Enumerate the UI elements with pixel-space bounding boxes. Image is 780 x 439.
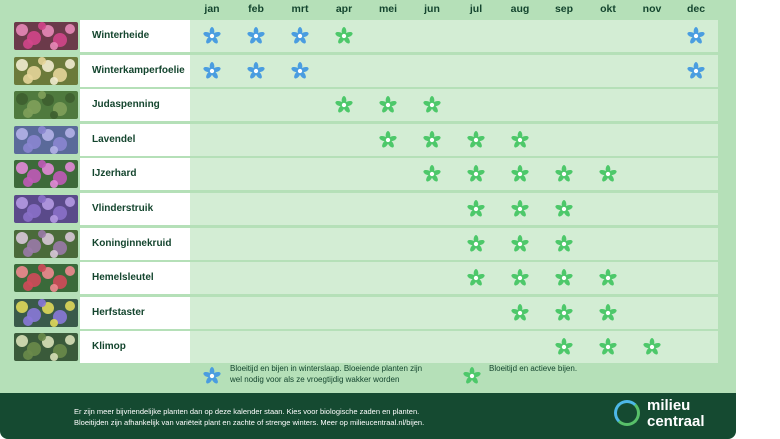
green-star-flower-icon bbox=[511, 235, 529, 253]
green-star-flower-icon bbox=[555, 269, 573, 287]
logo-line1: milieu bbox=[647, 397, 691, 414]
green-star-flower-icon bbox=[555, 200, 573, 218]
logo-text bbox=[647, 398, 705, 430]
blue-star-flower-icon bbox=[247, 27, 265, 45]
plant-row bbox=[12, 89, 718, 121]
green-star-flower-icon bbox=[423, 96, 441, 114]
bloom-track bbox=[190, 193, 718, 225]
month-nov: nov bbox=[642, 3, 662, 15]
plant-row bbox=[12, 124, 718, 156]
green-star-flower-icon bbox=[555, 338, 573, 356]
green-star-flower-icon bbox=[511, 269, 529, 287]
green-star-flower-icon bbox=[599, 338, 617, 356]
month-header bbox=[190, 3, 718, 17]
bloom-track bbox=[190, 297, 718, 329]
bloom-track bbox=[190, 158, 718, 190]
green-star-flower-icon bbox=[335, 96, 353, 114]
plant-photo bbox=[14, 91, 78, 119]
legend-winter-text bbox=[230, 363, 422, 385]
plant-photo bbox=[14, 22, 78, 50]
green-star-flower-icon bbox=[467, 200, 485, 218]
bloom-track bbox=[190, 89, 718, 121]
green-star-flower-icon bbox=[599, 269, 617, 287]
plant-photo bbox=[14, 160, 78, 188]
bloom-track bbox=[190, 228, 718, 260]
legend-winter-line1: Bloeitijd en bijen in winterslaap. Bloeiende planten zijn bbox=[230, 364, 423, 373]
month-dec: dec bbox=[686, 3, 706, 15]
plant-photo bbox=[14, 333, 78, 361]
green-star-flower-icon bbox=[511, 131, 529, 149]
month-mei: mei bbox=[378, 3, 398, 15]
green-star-flower-icon bbox=[467, 165, 485, 183]
plant-name: Winterheide bbox=[92, 30, 150, 41]
green-star-flower-icon bbox=[467, 235, 485, 253]
green-star-flower-icon bbox=[555, 304, 573, 322]
footer-text bbox=[74, 406, 424, 428]
blue-star-flower-icon bbox=[291, 62, 309, 80]
green-star-flower-icon bbox=[643, 338, 661, 356]
green-star-flower-icon bbox=[379, 96, 397, 114]
plant-photo bbox=[14, 299, 78, 327]
green-star-flower-icon bbox=[599, 165, 617, 183]
legend-winter-line2: wel nodig voor als ze vroegtijdig wakker worden bbox=[230, 375, 400, 384]
plant-name: Koninginnekruid bbox=[92, 237, 172, 249]
green-star-flower-icon bbox=[467, 131, 485, 149]
plant-row bbox=[12, 228, 718, 260]
month-aug: aug bbox=[510, 3, 530, 15]
month-apr: apr bbox=[335, 3, 353, 15]
month-sep: sep bbox=[554, 3, 574, 15]
bloom-track bbox=[190, 124, 718, 156]
plant-photo bbox=[14, 195, 78, 223]
plant-row bbox=[12, 297, 718, 329]
month-okt: okt bbox=[600, 3, 616, 15]
month-mrt: mrt bbox=[291, 3, 309, 15]
plant-name: Lavendel bbox=[92, 133, 136, 145]
footer-line2: Bloeitijden zijn afhankelijk van variëteit plant en zachte of strenge winters. Meer op milieucentraal.nl/bijen. bbox=[74, 418, 425, 427]
month-jan: jan bbox=[204, 3, 220, 15]
blue-star-flower-icon bbox=[203, 27, 221, 45]
month-jun: jun bbox=[424, 3, 440, 15]
green-star-flower-icon bbox=[463, 367, 481, 385]
plant-name: Herfstaster bbox=[92, 306, 145, 318]
plant-photo bbox=[14, 126, 78, 154]
month-jul: jul bbox=[469, 3, 483, 15]
blue-star-flower-icon bbox=[247, 62, 265, 80]
bloom-track bbox=[190, 20, 718, 52]
green-star-flower-icon bbox=[423, 165, 441, 183]
green-star-flower-icon bbox=[511, 304, 529, 322]
plant-name: Judaspenning bbox=[92, 99, 160, 111]
footer-line1: Er zijn meer bijvriendelijke planten dan op deze kalender staan. Kies voor biologische zaden en planten. bbox=[74, 407, 420, 416]
plant-row bbox=[12, 55, 718, 87]
plant-name: Hemelsleutel bbox=[92, 272, 154, 284]
green-star-flower-icon bbox=[335, 27, 353, 45]
milieu-centraal-logo bbox=[614, 398, 724, 434]
logo-ring-icon bbox=[614, 400, 640, 426]
blue-star-flower-icon bbox=[203, 62, 221, 80]
plant-row bbox=[12, 331, 718, 363]
blue-star-flower-icon bbox=[687, 27, 705, 45]
month-feb: feb bbox=[248, 3, 264, 15]
bloom-track bbox=[190, 55, 718, 87]
plant-row bbox=[12, 158, 718, 190]
green-star-flower-icon bbox=[555, 235, 573, 253]
green-star-flower-icon bbox=[467, 269, 485, 287]
plant-row bbox=[12, 262, 718, 294]
plant-row bbox=[12, 193, 718, 225]
green-star-flower-icon bbox=[511, 200, 529, 218]
plant-name: Vlinderstruik bbox=[92, 203, 154, 214]
bloom-track bbox=[190, 331, 718, 363]
blue-star-flower-icon bbox=[687, 62, 705, 80]
plant-row bbox=[12, 20, 718, 52]
plant-photo bbox=[14, 264, 78, 292]
logo-line2: centraal bbox=[647, 413, 705, 430]
plant-name: Winterkamperfoelie bbox=[92, 64, 185, 76]
bloom-track bbox=[190, 262, 718, 294]
plant-name: IJzerhard bbox=[92, 168, 137, 180]
blue-star-flower-icon bbox=[203, 367, 221, 385]
green-star-flower-icon bbox=[423, 131, 441, 149]
plant-photo bbox=[14, 230, 78, 258]
legend-active-text bbox=[489, 363, 577, 374]
green-star-flower-icon bbox=[555, 165, 573, 183]
plant-name: Klimop bbox=[92, 341, 126, 353]
plant-photo bbox=[14, 57, 78, 85]
green-star-flower-icon bbox=[511, 165, 529, 183]
legend-active-line: Bloeitijd en actieve bijen. bbox=[489, 364, 578, 373]
blue-star-flower-icon bbox=[291, 27, 309, 45]
green-star-flower-icon bbox=[379, 131, 397, 149]
green-star-flower-icon bbox=[599, 304, 617, 322]
